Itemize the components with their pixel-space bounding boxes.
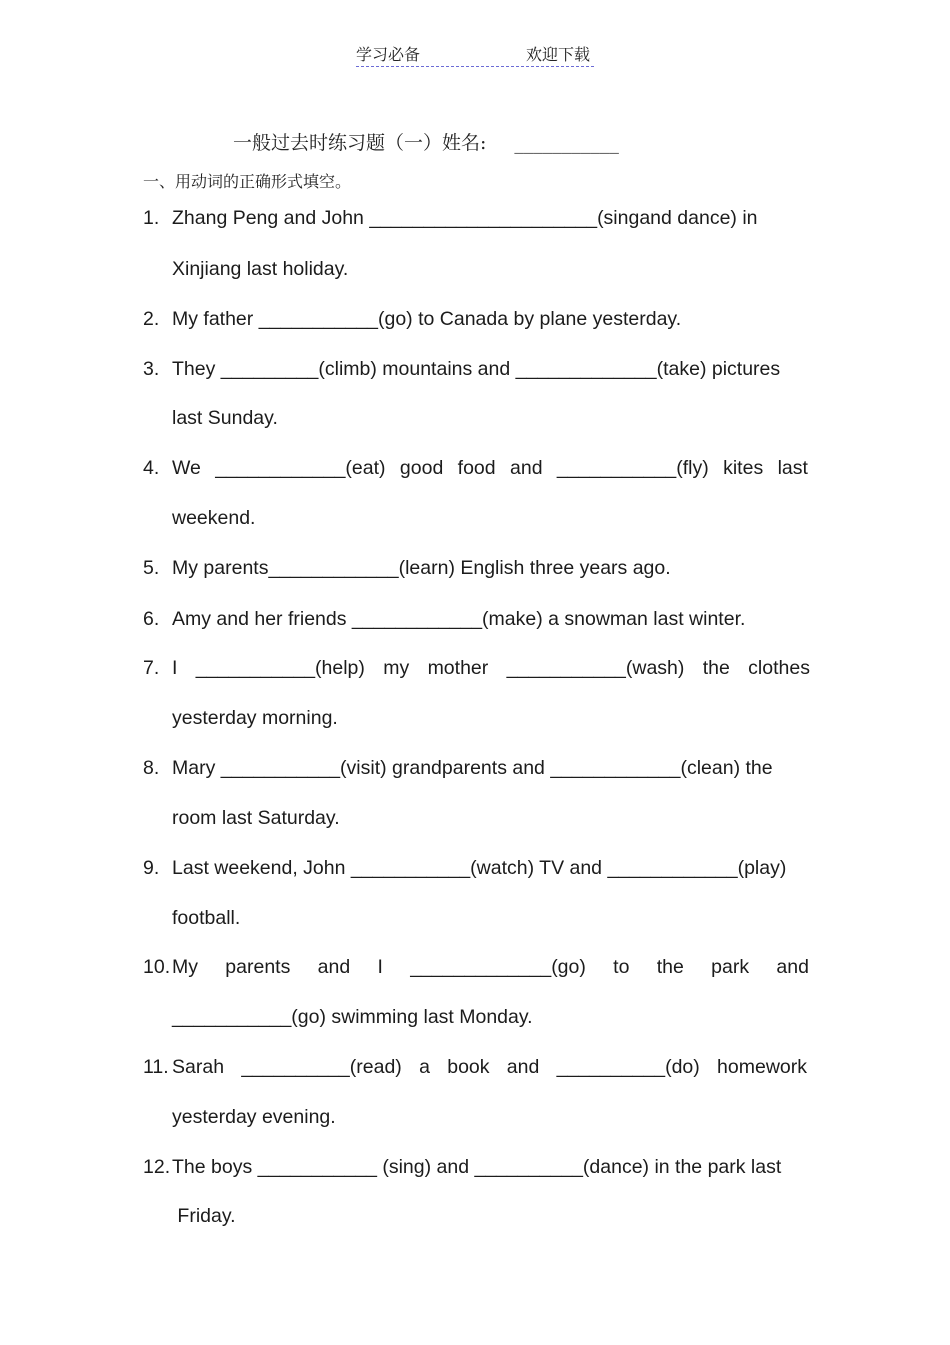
word: a [419, 1056, 430, 1078]
question-text: Amy and her friends ____________(make) a snowman last winter. [172, 608, 746, 630]
question-text [172, 456, 808, 480]
word: ___________(help) [195, 657, 365, 679]
question-text: The boys ___________ (sing) and __________(dance) in the park last [172, 1156, 782, 1178]
question-number: 3. [143, 358, 160, 380]
question-text: They _________(climb) mountains and _____________(take) pictures [172, 358, 781, 380]
word: park [711, 956, 750, 978]
word: clothes [748, 657, 810, 679]
word: ___________(wash) [506, 657, 685, 679]
question-number: 4. [143, 457, 160, 479]
question-3-continued: last Sunday. [172, 407, 278, 429]
word: my [383, 657, 410, 679]
question-8-continued: room last Saturday. [172, 807, 340, 829]
question-number: 2. [143, 308, 160, 330]
word: Sarah [172, 1056, 225, 1078]
question-text [172, 1055, 807, 1079]
question-text: Last weekend, John ___________(watch) TV and ____________(play) [172, 857, 787, 879]
question-6 [143, 607, 833, 631]
question-8 [143, 756, 833, 780]
question-4-continued: weekend. [172, 507, 256, 529]
word: __________(read) [241, 1056, 402, 1078]
word: I [377, 956, 383, 978]
worksheet-title [233, 128, 619, 155]
word: ____________(eat) [215, 457, 386, 479]
question-10-continued: ___________(go) swimming last Monday. [172, 1006, 533, 1028]
question-2 [143, 307, 833, 331]
word: the [656, 956, 684, 978]
question-5 [143, 556, 833, 580]
word: and [317, 956, 351, 978]
question-number: 12. [143, 1156, 171, 1178]
question-10 [143, 955, 809, 979]
word: We [172, 457, 201, 479]
word: My [172, 956, 198, 978]
header-right-text: 欢迎下载 [525, 45, 590, 64]
word: kites [723, 457, 764, 479]
word: book [447, 1056, 490, 1078]
question-number: 11. [143, 1056, 169, 1078]
question-number: 7. [143, 657, 160, 679]
word: homework [717, 1056, 807, 1078]
name-blank: ___________ [514, 132, 619, 154]
word: the [702, 657, 730, 679]
question-12 [143, 1155, 833, 1179]
question-number: 9. [143, 857, 160, 879]
title-text: 一般过去时练习题（一）姓名: [233, 132, 487, 154]
question-number: 1. [143, 207, 160, 229]
question-7 [143, 656, 810, 680]
word: to [613, 956, 630, 978]
word: _____________(go) [410, 956, 586, 978]
word: and [776, 956, 809, 978]
word: mother [427, 657, 489, 679]
question-1 [143, 206, 813, 230]
question-12-continued: Friday. [172, 1205, 236, 1227]
word: ___________(fly) [556, 457, 709, 479]
question-1-continued: Xinjiang last holiday. [172, 258, 349, 280]
question-number: 8. [143, 757, 160, 779]
word: good [399, 457, 444, 479]
question-text: My parents____________(learn) English three years ago. [172, 557, 671, 579]
question-text: Mary ___________(visit) grandparents and ____________(clean) the [172, 757, 773, 779]
question-number: 5. [143, 557, 160, 579]
word: I [172, 657, 178, 679]
page-header [356, 42, 594, 67]
question-text: Zhang Peng and John _____________________(singand dance) in [172, 207, 758, 229]
word: food [457, 457, 496, 479]
question-11-continued: yesterday evening. [172, 1106, 336, 1128]
header-left-text: 学习必备 [356, 45, 421, 64]
word: and [510, 457, 543, 479]
question-text: My father ___________(go) to Canada by plane yesterday. [172, 308, 682, 330]
question-7-continued: yesterday morning. [172, 707, 338, 729]
question-number: 10. [143, 956, 171, 978]
question-text [172, 656, 810, 680]
instruction: 一、用动词的正确形式填空。 [143, 172, 352, 191]
word: and [506, 1056, 540, 1078]
question-text [172, 955, 809, 979]
question-4 [143, 456, 808, 480]
word: __________(do) [556, 1056, 700, 1078]
word: last [777, 457, 808, 479]
word: parents [225, 956, 291, 978]
question-11 [143, 1055, 807, 1079]
question-number: 6. [143, 608, 160, 630]
question-9-continued: football. [172, 907, 241, 929]
question-9 [143, 856, 833, 880]
question-3 [143, 357, 833, 381]
